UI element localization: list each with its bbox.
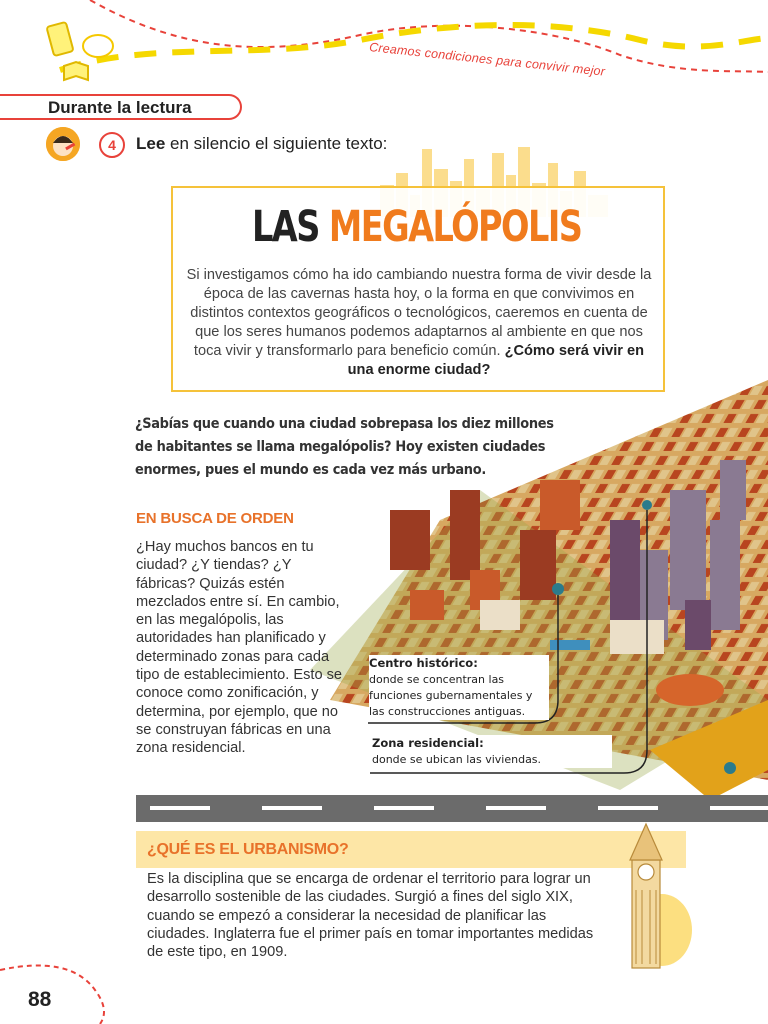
urbanismo-heading: ¿QUÉ ES EL URBANISMO? xyxy=(147,841,349,858)
intro-text: Si investigamos cómo ha ido cambiando nuestra forma de vivir desde la época de las cavernas hasta hoy, o la forma en que convivimos en distintos contextos geográficos o tecnológicos, caeremos en cuenta de que los seres humanos podemos adaptarnos al ambiente en que nos toca vivir y transformarlo para beneficio común. xyxy=(186,267,652,359)
page-corner-decoration xyxy=(0,960,110,1024)
order-heading: EN BUSCA DE ORDEN xyxy=(136,510,294,527)
order-paragraph: ¿Hay muchos bancos en tu ciudad? ¿Y tiendas? ¿Y fábricas? Quizás estén mezclados entre sí. En cambio, en las megalópolis, las autoridades han planificado y determinado zonas para cada tipo de establecimiento. Esto se conoce como zonificación, y determina, por ejemplo, que no se construyan fábricas en una zona residencial. xyxy=(136,539,343,757)
step-number-badge: 4 xyxy=(99,132,125,158)
student-avatar-icon xyxy=(46,127,80,161)
label-zona-title: Zona residencial: xyxy=(372,736,484,750)
page-number: 88 xyxy=(28,988,52,1011)
ribbon-text: Creamos condiciones para convivir mejor xyxy=(368,40,606,79)
urbanismo-paragraph: Es la disciplina que se encarga de ordenar el territorio para lograr un desarrollo sostenible de las ciudades. Surgió a fines del siglo XIX, cuando se empezó a considerar la necesidad de planificar las ciudades. Inglaterra fue el primer país en tomar importantes medidas de este tipo, en 1909. xyxy=(147,871,594,961)
book-icon xyxy=(64,62,88,80)
phone-icon xyxy=(46,22,73,56)
intro-paragraph xyxy=(186,266,652,380)
label-centro-historico xyxy=(369,655,549,720)
intro-question: ¿Cómo será vivir en una enorme ciudad? xyxy=(347,343,645,378)
section-tab xyxy=(0,94,242,120)
did-you-know-text: ¿Sabías que cuando una ciudad sobrepasa los diez millones de habitantes se llama megalópolis? Hoy existen ciudades enormes, pues el mundo es cada vez más urbano. xyxy=(135,416,554,478)
instruction-rest: en silencio el siguiente texto: xyxy=(165,134,388,153)
clock-tower-illustration xyxy=(612,820,692,970)
title-part-1: LAS xyxy=(252,202,329,252)
label-zona-text: donde se ubican las viviendas. xyxy=(372,753,542,766)
road-divider xyxy=(136,795,768,822)
label-zona-residencial xyxy=(372,735,612,768)
label-centro-title: Centro histórico: xyxy=(369,656,478,670)
title-part-2: MEGALÓPOLIS xyxy=(328,202,582,252)
section-tab-label: Durante la lectura xyxy=(48,98,192,117)
instruction-text xyxy=(136,134,387,154)
chat-bubble-icon xyxy=(83,35,113,57)
label-centro-text: donde se concentran las funciones gubernamentales y las construcciones antiguas. xyxy=(369,673,533,718)
instruction-bold: Lee xyxy=(136,134,166,153)
article-title xyxy=(252,202,581,252)
